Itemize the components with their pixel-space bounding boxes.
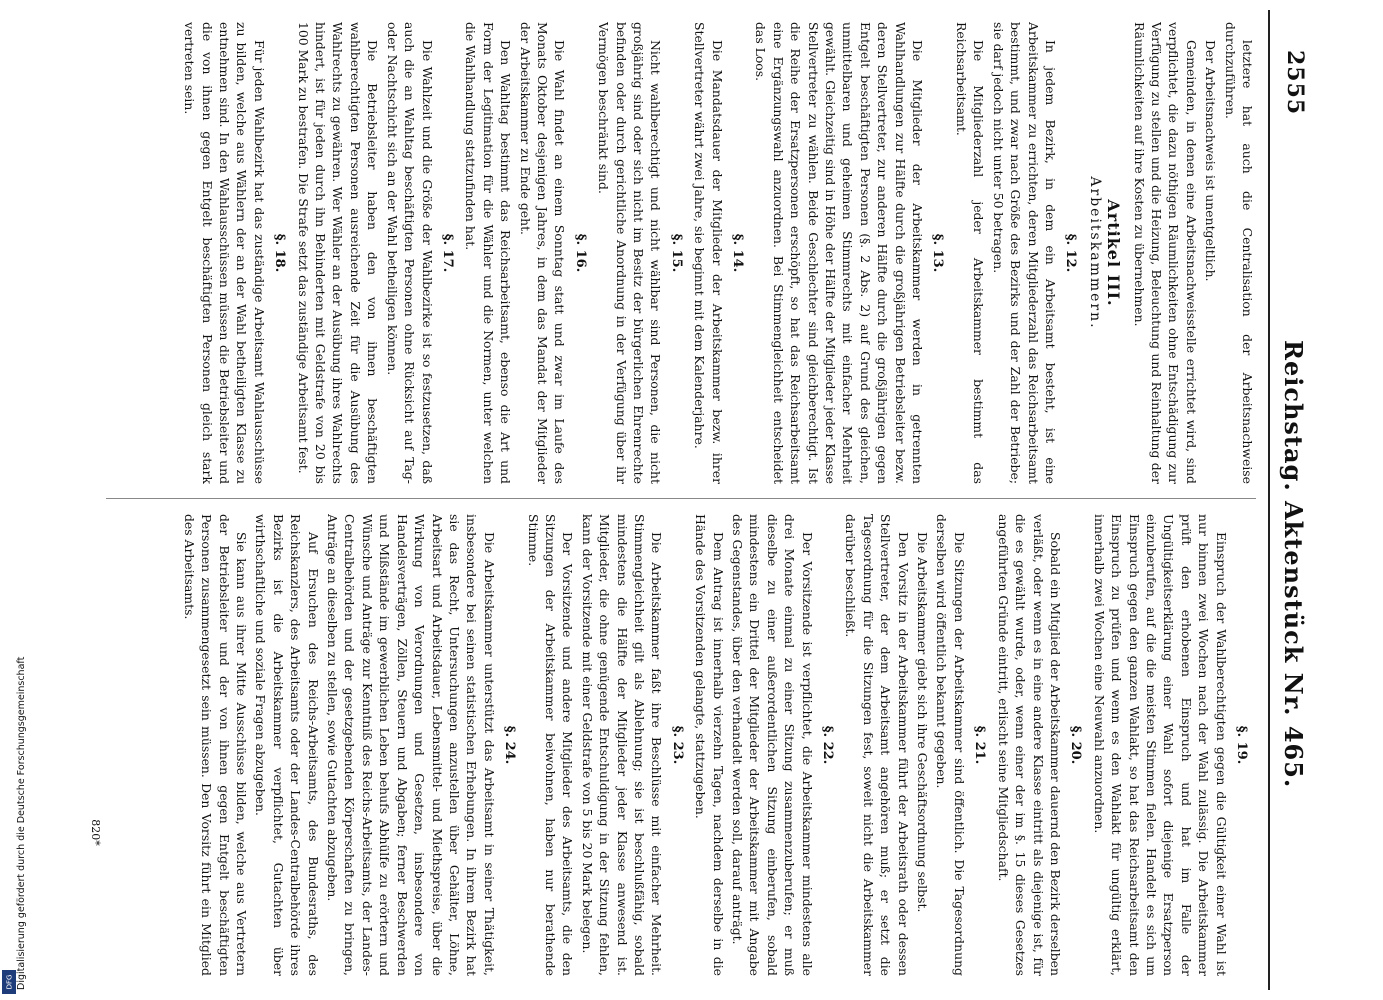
paragraph: Gemeinden, in denen eine Arbeitsnachweisstelle errichtet wird, sind verpflichtet, die dazu nöthigen Räumlichkeiten ohne Entschädigung zur Verfügung zu stellen und die Heizung, Beleuchtung und Reinhaltung der Räumlichkeiten auf ihre Kosten zu übernehmen. <box>1131 22 1199 484</box>
chapter-heading: Artikel III. <box>1104 199 1124 307</box>
page-number: 2555 <box>1282 50 1308 116</box>
paragraph: Sie kann aus ihrer Mitte Ausschüsse bilden, welche aus Vertretern der Betriebsleiter und der von ihnen gegen Entgelt beschäftigten Personen zusammengesetzt sein müssen. Den Vorsitz führt ein Mitglied des Arbeitsamts. <box>181 514 250 976</box>
paragraph: Die Mitgliederzahl jeder Arbeitskammer bestimmt das Reichsarbeitsamt. <box>953 22 987 484</box>
chapter-subtitle: Arbeitskammern. <box>1086 176 1103 330</box>
paragraph: In jedem Bezirk, in dem ein Arbeitsamt besteht, ist eine Arbeitskammer zu errichten, deren Mitgliederzahl das Reichsarbeitsamt bestimmt, und zwar nach Größe des Bezirks und der Zahl der Betriebe; sie darf jedoch nicht unter 50 betragen. <box>990 22 1058 484</box>
section-heading: §. 23. <box>669 725 685 765</box>
section-heading: §. 18. <box>272 233 288 273</box>
paragraph: Den Vorsitz in der Arbeitskammer führt der Arbeitsrath oder dessen Stellvertreter, der dem Arbeitsamt angehören muß; er setzt die Tagesordnung für die Sitzungen fest, soweit nicht die Arbeitskammer darüber beschließt. <box>843 514 911 976</box>
paragraph: Die Arbeitskammer unterstützt das Arbeitsamt in seiner Thätigkeit, insbesondere bei seinen statistischen Erhebungen. In ihrem Bezirk hat sie das Recht, Untersuchungen anzustellen über Gehälter, Löhne, Arbeitsart und Arbeitsdauer, Lebensmittel- und Miethspreise, über die Wirkung von Verordnungen und Gesetzen, insbesondere von Handelsverträgen, Zöllen, Steuern und Abgaben; ferner Beschwerden und Mißstände im gewerblichen Leben behufs Abhülfe zu erörtern und Wünsche und Anträge zur Kenntniß des Reichs-Arbeitsamts, der Landes-Centralbehörden und der gesetzgebenden Körperschaften zu bringen, Anträge an dieselben zu stellen, sowie Gutachten abzugeben. <box>325 514 497 976</box>
paragraph: Die Sitzungen der Arbeitskammer sind öffentlich. Die Tagesordnung derselben wird öffentlich bekannt gegeben. <box>934 514 967 976</box>
paragraph: Die Arbeitskammer faßt ihre Beschlüsse mit einfacher Mehrheit. Stimmengleichheit gilt als Ablehnung; sie ist beschlußfähig, sobald mindestens die Hälfte der Mitglieder jeder Klasse anwesend ist. Mitglieder, die ohne genügende Entschuldigung in der Sitzung fehlen, kann der Vorsitzende mit einer Geldstrafe von 5 bis 20 Mark belegen. <box>579 514 665 976</box>
section-heading: §. 22. <box>820 725 836 765</box>
section-heading: §. 16. <box>572 233 588 273</box>
paragraph: Die Mandatsdauer der Mitglieder der Arbeitskammer bezw. ihrer Stellvertreter währt zwei Jahre, sie beginnt mit dem Kalenderjahre. <box>692 22 725 484</box>
paragraph: Die Wahlzeit und die Größe der Wahlbezirke ist so festzusetzen, daß auch die an Wahltag beschäftigten Personen ohne Rücksicht auf Tag- oder Nachtschicht sich an der Wahl betheiligen können. <box>384 22 435 484</box>
paragraph: Der Vorsitzende und andere Mitglieder des Arbeitsamts, die den Sitzungen der Arbeitskammer beiwohnen, haben nur berathende Stimme. <box>525 514 576 976</box>
page-mark: 820* <box>88 819 102 846</box>
paragraph: letztere hat auch die Centralisation der Arbeitsnachweise durchzuführen. <box>1222 22 1255 484</box>
paragraph: Auf Ersuchen des Reichs-Arbeitsamts, des Bundesraths, des Reichskanzlers, des Arbeitsamts oder der Landes-Centralbehörde ihres Bezirks ist die Arbeitskammer verpflichtet, Gutachten über wirthschaftliche und soziale Fragen abzugeben. <box>253 514 321 976</box>
column-divider <box>106 498 1256 499</box>
right-column <box>106 514 1256 976</box>
paragraph: Die Betriebsleiter haben den von ihnen beschäftigten wahlberechtigten Personen ausreichende Zeit für die Ausübung des Wahlrechts zu gewähren. Wer Wähler an der Ausübung ihres Wahlrechts hindert, ist für jeden durch ihn Behinderten mit Geldstrafe von 20 bis 100 Mark zu bestrafen. Die Strafe setzt das zuständige Arbeitsamt fest. <box>295 22 381 484</box>
section-heading: §. 15. <box>668 233 684 273</box>
section-heading: §. 14. <box>730 233 746 273</box>
paragraph: Der Arbeitsnachweis ist unentgeltlich. <box>1203 40 1219 282</box>
section-heading: §. 13. <box>930 233 946 273</box>
section-heading: §. 24. <box>502 725 518 765</box>
digitization-note-text: Digitalisierung gefördert durch die Deutsche Forschungsgemeinschaft <box>16 656 27 990</box>
dfg-logo: DFG <box>2 970 16 994</box>
paragraph: Sobald ein Mitglied der Arbeitskammer dauernd den Bezirk derselben verläßt, oder wenn es in eine andere Klasse eintritt als diejenige ist, für die es gewählt wurde, oder, wenn einer der im §. 15 dieses Gesetzes angeführten Gründe eintritt, erlischt seine Mitgliedschaft. <box>995 514 1063 976</box>
paragraph: Einspruch der Wahlberechtigten gegen die Gültigkeit einer Wahl ist nur binnen zwei Wochen nach der Wahl zulässig. Die Arbeitskammer prüft den erhobenen Einspruch und hat im Falle der Ungültigkeitserklärung einer Wahl sofort diejenige Ersatzperson einzuberufen, auf die die meisten Stimmen fielen. Handelt es sich um Einspruch gegen den ganzen Wahlakt, so hat das Reichsarbeitsamt den Einspruch zu prüfen und wenn es den Wahlakt für ungültig erklärt, innerhalb zwei Wochen eine Neuwahl anzuordnen. <box>1091 514 1229 976</box>
section-heading: §. 21. <box>972 725 988 765</box>
paragraph: Nicht wahlberechtigt und nicht wählbar sind Personen, die nicht großjährig sind oder sich nicht im Besitz der bürgerlichen Ehrenrechte befinden oder durch gerichtliche Anordnung in der Verfügung über ihr Vermögen beschränkt sind. <box>596 22 664 484</box>
paragraph: Dem Antrag ist innerhalb vierzehn Tagen, nachdem derselbe in die Hände des Vorsitzenden gelangte, stattzugeben. <box>693 514 726 976</box>
section-heading: §. 19. <box>1234 725 1249 765</box>
rotated-document <box>76 10 1316 990</box>
section-heading: §. 20. <box>1068 725 1084 765</box>
paragraph: Für jeden Wahlbezirk hat das zuständige Arbeitsamt Wahlausschüsse zu bilden, welche aus Wählern der an der Wahl betheiligten Klasse zu entnehmen sind. In den Wahlausschüssen müssen die Betriebsleiter und die von ihnen gegen Entgelt beschäftigten Personen gleich stark vertreten sein. <box>182 22 267 484</box>
paragraph: Die Arbeitskammer giebt sich ihre Geschäftsordnung selbst. <box>915 532 931 913</box>
paragraph: Den Wahltag bestimmt das Reichsarbeitsamt, ebenso die Art und Form der Legitimation für die Wähler und die Normen, unter welchen die Wahlhandlung stattzufinden hat. <box>463 22 514 484</box>
page-header <box>1268 10 1316 990</box>
left-column <box>106 22 1256 484</box>
digitization-note <box>2 470 27 990</box>
document-title: Reichstag. Aktenstück Nr. 465. <box>1279 340 1308 789</box>
section-heading: §. 12. <box>1063 233 1079 273</box>
paragraph: Die Mitglieder der Arbeitskammer werden in getrennten Wahlhandlungen zur Hälfte durch die großjährigen Betriebsleiter bezw. deren Stellvertreter, zur anderen Hälfte durch die großjährigen gegen Entgelt beschäftigten Personen (§. 2 Abs. 2) auf Grund des gleichen, unmittelbaren und geheimen Stimmrechts mit einfacher Mehrheit gewählt. Gleichzeitig sind in Höhe der Hälfte der Mitglieder jeder Klasse Stellvertreter zu wählen. Beide Geschlechter sind gleichberechtigt. Ist die Reihe der Ersatzpersonen erschöpft, so hat das Reichsarbeitsamt eine Ergänzungswahl anzuordnen. Bei Stimmengleichheit entscheidet das Loos. <box>753 22 926 484</box>
paragraph: Die Wahl findet an einem Sonntag statt und zwar im Laufe des Monats Oktober desjenigen Jahres, in dem das Mandat der Mitglieder der Arbeitskammer zu Ende geht. <box>517 22 568 484</box>
section-heading: §. 17. <box>439 233 455 273</box>
paragraph: Der Vorsitzende ist verpflichtet, die Arbeitskammer mindestens alle drei Monate einmal zu einer Sitzung zusammenzuberufen; er muß dieselbe zu einer außerordentlichen Sitzung einberufen, sobald mindestens ein Drittel der Mitglieder der Arbeitskammer mit Angabe des Gegenstandes, über den verhandelt werden soll, darauf anträgt. <box>730 514 815 976</box>
